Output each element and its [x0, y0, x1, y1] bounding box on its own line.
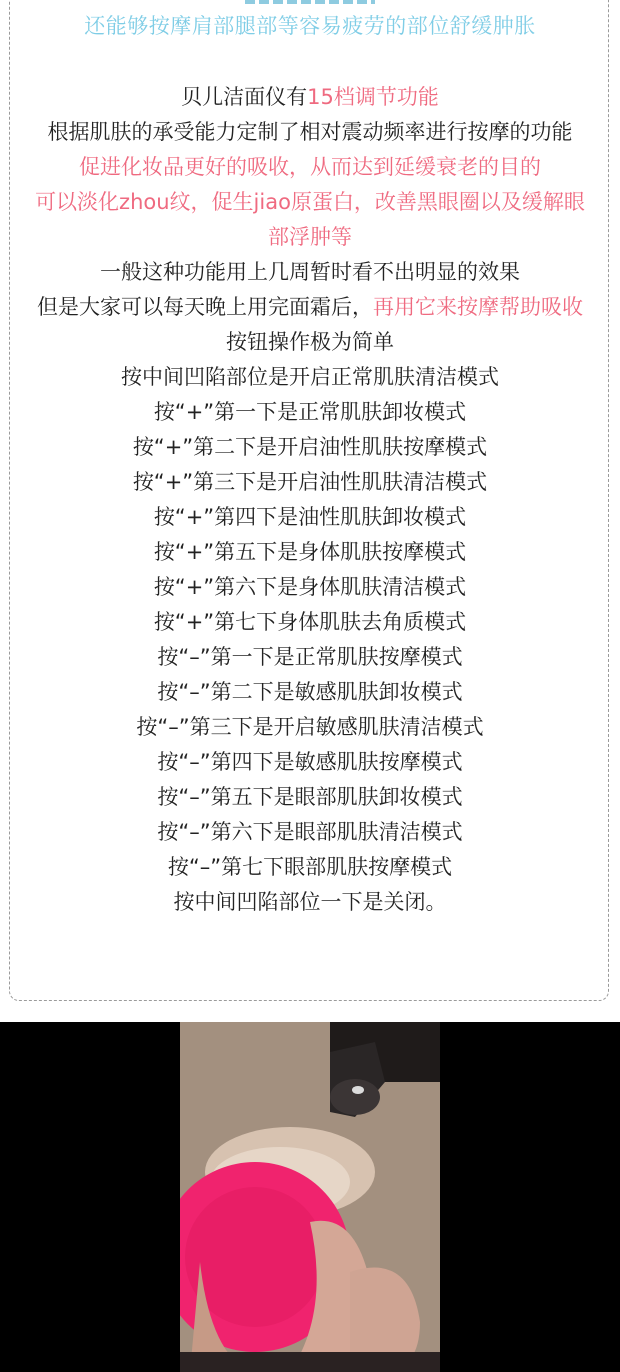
cut-off-heading-remnant: [245, 0, 375, 5]
text-line: [30, 710, 590, 745]
cleansing-device-illustration: [180, 1022, 440, 1372]
body-text: 按中间凹陷部位一下是关闭。: [173, 890, 447, 914]
text-line: [30, 290, 590, 325]
text-line: [30, 255, 590, 290]
text-line: [30, 500, 590, 535]
body-text: 按“+”第二下是开启油性肌肤按摩模式: [132, 435, 488, 459]
highlight-text: 再用它来按摩帮助吸收: [373, 295, 583, 319]
body-text: 按“+”第四下是油性肌肤卸妆模式: [153, 505, 467, 529]
product-photo: [0, 1022, 620, 1372]
body-text: 一般这种功能用上几周暂时看不出明显的效果: [100, 260, 520, 284]
text-line: [30, 815, 590, 850]
text-line: [30, 640, 590, 675]
text-line: [30, 185, 590, 255]
body-text: 按“–”第四下是敏感肌肤按摩模式: [157, 750, 463, 774]
highlight-text: 促进化妆品更好的吸收，从而达到延缓衰老的目的: [79, 155, 541, 179]
text-line: [30, 885, 590, 920]
highlight-text: 15档调节功能: [307, 85, 439, 109]
body-text: 按钮操作极为简单: [226, 330, 394, 354]
text-line: [30, 360, 590, 395]
body-text: 按“–”第一下是正常肌肤按摩模式: [157, 645, 463, 669]
text-line: [30, 675, 590, 710]
text-line: [30, 605, 590, 640]
body-text: 根据肌肤的承受能力定制了相对震动频率进行按摩的功能: [47, 120, 573, 144]
body-text: 按“–”第五下是眼部肌肤卸妆模式: [157, 785, 463, 809]
highlight-text: 可以淡化zhou纹，促生jiao原蛋白，改善黑眼圈以及缓解眼部浮肿等: [35, 190, 585, 249]
body-text: 按“+”第六下是身体肌肤清洁模式: [153, 575, 467, 599]
text-line: [30, 850, 590, 885]
text-line: [30, 325, 590, 360]
text-line: [30, 150, 590, 185]
text-line: [30, 80, 590, 115]
text-line: [30, 745, 590, 780]
text-line: [30, 465, 590, 500]
body-text: 按“–”第三下是开启敏感肌肤清洁模式: [136, 715, 484, 739]
body-text: 按“+”第一下是正常肌肤卸妆模式: [153, 400, 467, 424]
text-line: [30, 570, 590, 605]
body-text: 按“–”第二下是敏感肌肤卸妆模式: [157, 680, 463, 704]
text-line: [30, 430, 590, 465]
body-text: 按“+”第三下是开启油性肌肤清洁模式: [132, 470, 488, 494]
top-caption: 还能够按摩肩部腿部等容易疲劳的部位舒缓肿胀: [84, 14, 536, 38]
body-text: 贝儿洁面仪有: [181, 85, 308, 109]
body-text: 但是大家可以每天晚上用完面霜后，: [37, 295, 373, 319]
text-line: [30, 115, 590, 150]
text-line: [30, 395, 590, 430]
text-line: [30, 535, 590, 570]
text-line: [30, 780, 590, 815]
body-text: 按“–”第六下是眼部肌肤清洁模式: [157, 820, 463, 844]
body-text: 按“–”第七下眼部肌肤按摩模式: [167, 855, 453, 879]
body-text: 按“+”第五下是身体肌肤按摩模式: [153, 540, 467, 564]
instructions-text: [30, 80, 590, 920]
body-text: 按“+”第七下身体肌肤去角质模式: [153, 610, 467, 634]
photo-scene: [180, 1022, 440, 1372]
body-text: 按中间凹陷部位是开启正常肌肤清洁模式: [121, 365, 499, 389]
